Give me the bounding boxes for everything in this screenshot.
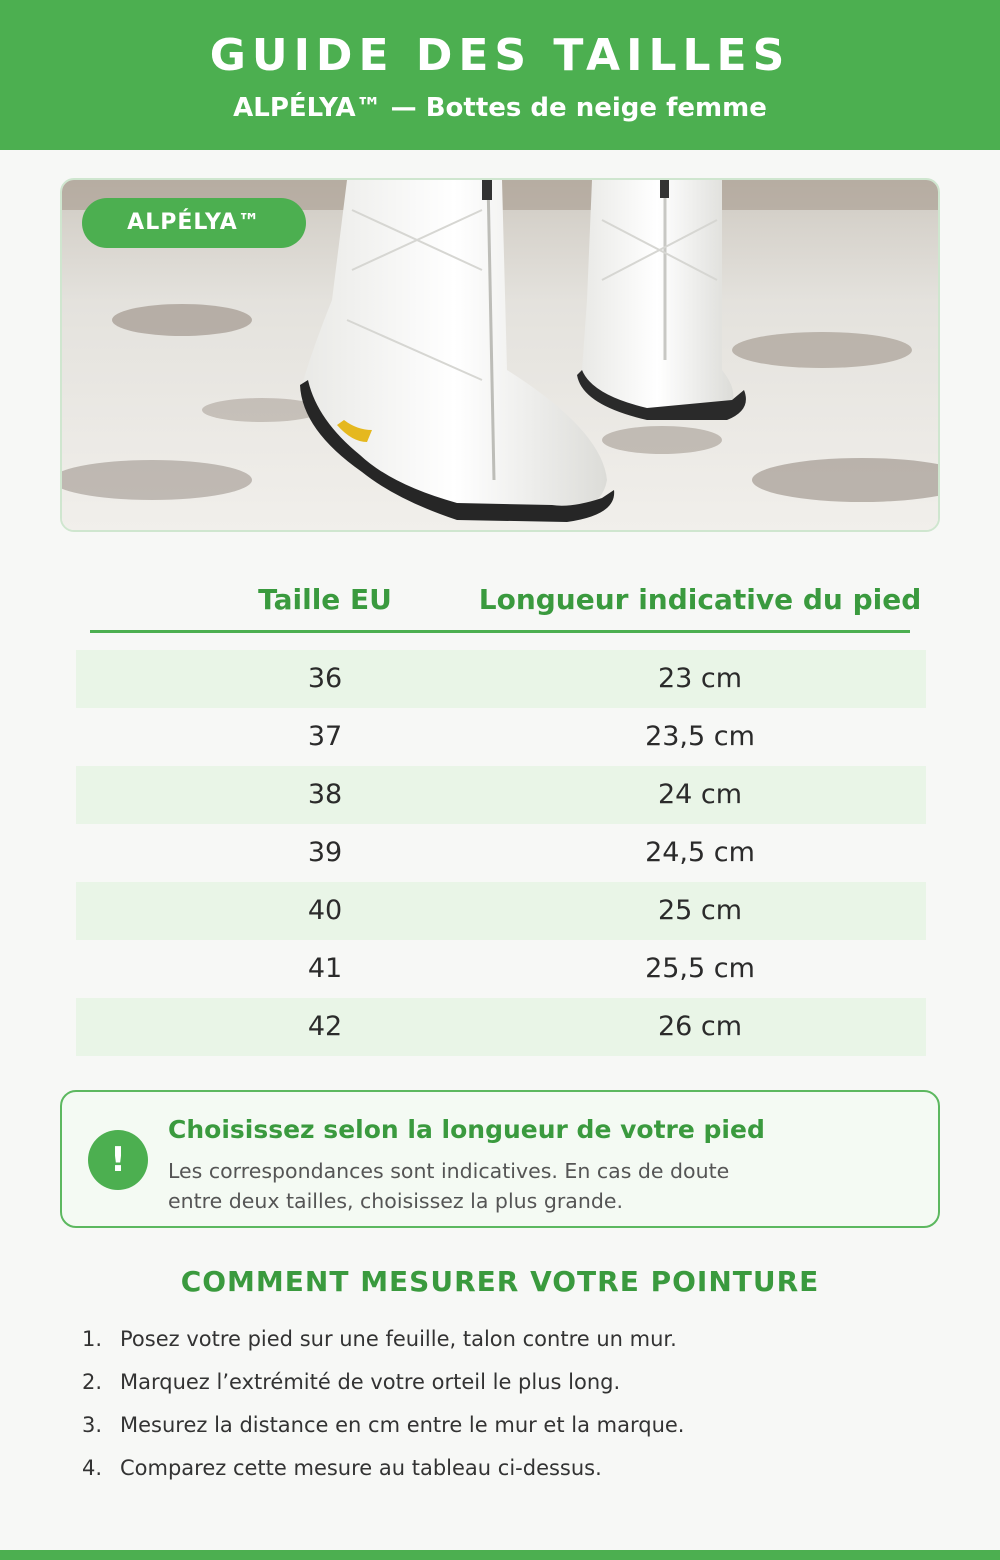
list-item bbox=[82, 1408, 942, 1451]
measure-steps-list bbox=[82, 1322, 942, 1494]
page-header bbox=[0, 0, 1000, 150]
length-cell: 23,5 cm bbox=[645, 721, 755, 752]
size-table bbox=[76, 650, 926, 1056]
table-row bbox=[76, 824, 926, 882]
table-row bbox=[76, 998, 926, 1056]
length-cell: 26 cm bbox=[657, 1011, 743, 1042]
step-text: Mesurez la distance en cm entre le mur et la marque. bbox=[120, 1413, 685, 1437]
list-item bbox=[82, 1451, 942, 1494]
size-cell: 39 bbox=[307, 837, 343, 868]
length-column-header: Longueur indicative du pied bbox=[478, 583, 922, 616]
size-cell: 36 bbox=[307, 663, 343, 694]
size-cell: 40 bbox=[307, 895, 343, 926]
table-row bbox=[76, 940, 926, 998]
size-cell: 38 bbox=[307, 779, 343, 810]
length-cell: 24 cm bbox=[657, 779, 743, 810]
table-header-divider bbox=[90, 630, 910, 633]
table-row bbox=[76, 708, 926, 766]
tip-text bbox=[168, 1156, 808, 1216]
step-text: Comparez cette mesure au tableau ci-dessus. bbox=[120, 1456, 602, 1480]
length-cell: 25 cm bbox=[657, 895, 743, 926]
table-row bbox=[76, 882, 926, 940]
size-cell: 41 bbox=[307, 953, 343, 984]
size-column-header: Taille EU bbox=[258, 583, 392, 616]
length-cell: 23 cm bbox=[657, 663, 743, 694]
step-number: 1. bbox=[82, 1327, 103, 1351]
step-number: 2. bbox=[82, 1370, 103, 1394]
step-text: Posez votre pied sur une feuille, talon contre un mur. bbox=[120, 1327, 677, 1351]
size-cell: 37 bbox=[307, 721, 343, 752]
size-cell: 42 bbox=[307, 1011, 343, 1042]
brand-badge: ALPÉLYA™ bbox=[82, 198, 306, 248]
tip-text-line: entre deux tailles, choisissez la plus grande. bbox=[168, 1189, 623, 1213]
tip-title: Choisissez selon la longueur de votre pied bbox=[168, 1115, 765, 1144]
table-row bbox=[76, 766, 926, 824]
step-number: 3. bbox=[82, 1413, 103, 1437]
list-item bbox=[82, 1365, 942, 1408]
length-cell: 25,5 cm bbox=[645, 953, 755, 984]
howto-title: COMMENT MESURER VOTRE POINTURE bbox=[180, 1265, 820, 1298]
list-item bbox=[82, 1322, 942, 1365]
step-number: 4. bbox=[82, 1456, 103, 1480]
page-subtitle: ALPÉLYA™ — Bottes de neige femme bbox=[233, 93, 767, 123]
page-title: GUIDE DES TAILLES bbox=[209, 30, 791, 81]
exclamation-icon: ! bbox=[88, 1130, 148, 1190]
footer-bar bbox=[0, 1550, 1000, 1560]
tip-text-line: Les correspondances sont indicatives. En cas de doute bbox=[168, 1159, 730, 1183]
table-row bbox=[76, 650, 926, 708]
step-text: Marquez l’extrémité de votre orteil le plus long. bbox=[120, 1370, 621, 1394]
length-cell: 24,5 cm bbox=[645, 837, 755, 868]
